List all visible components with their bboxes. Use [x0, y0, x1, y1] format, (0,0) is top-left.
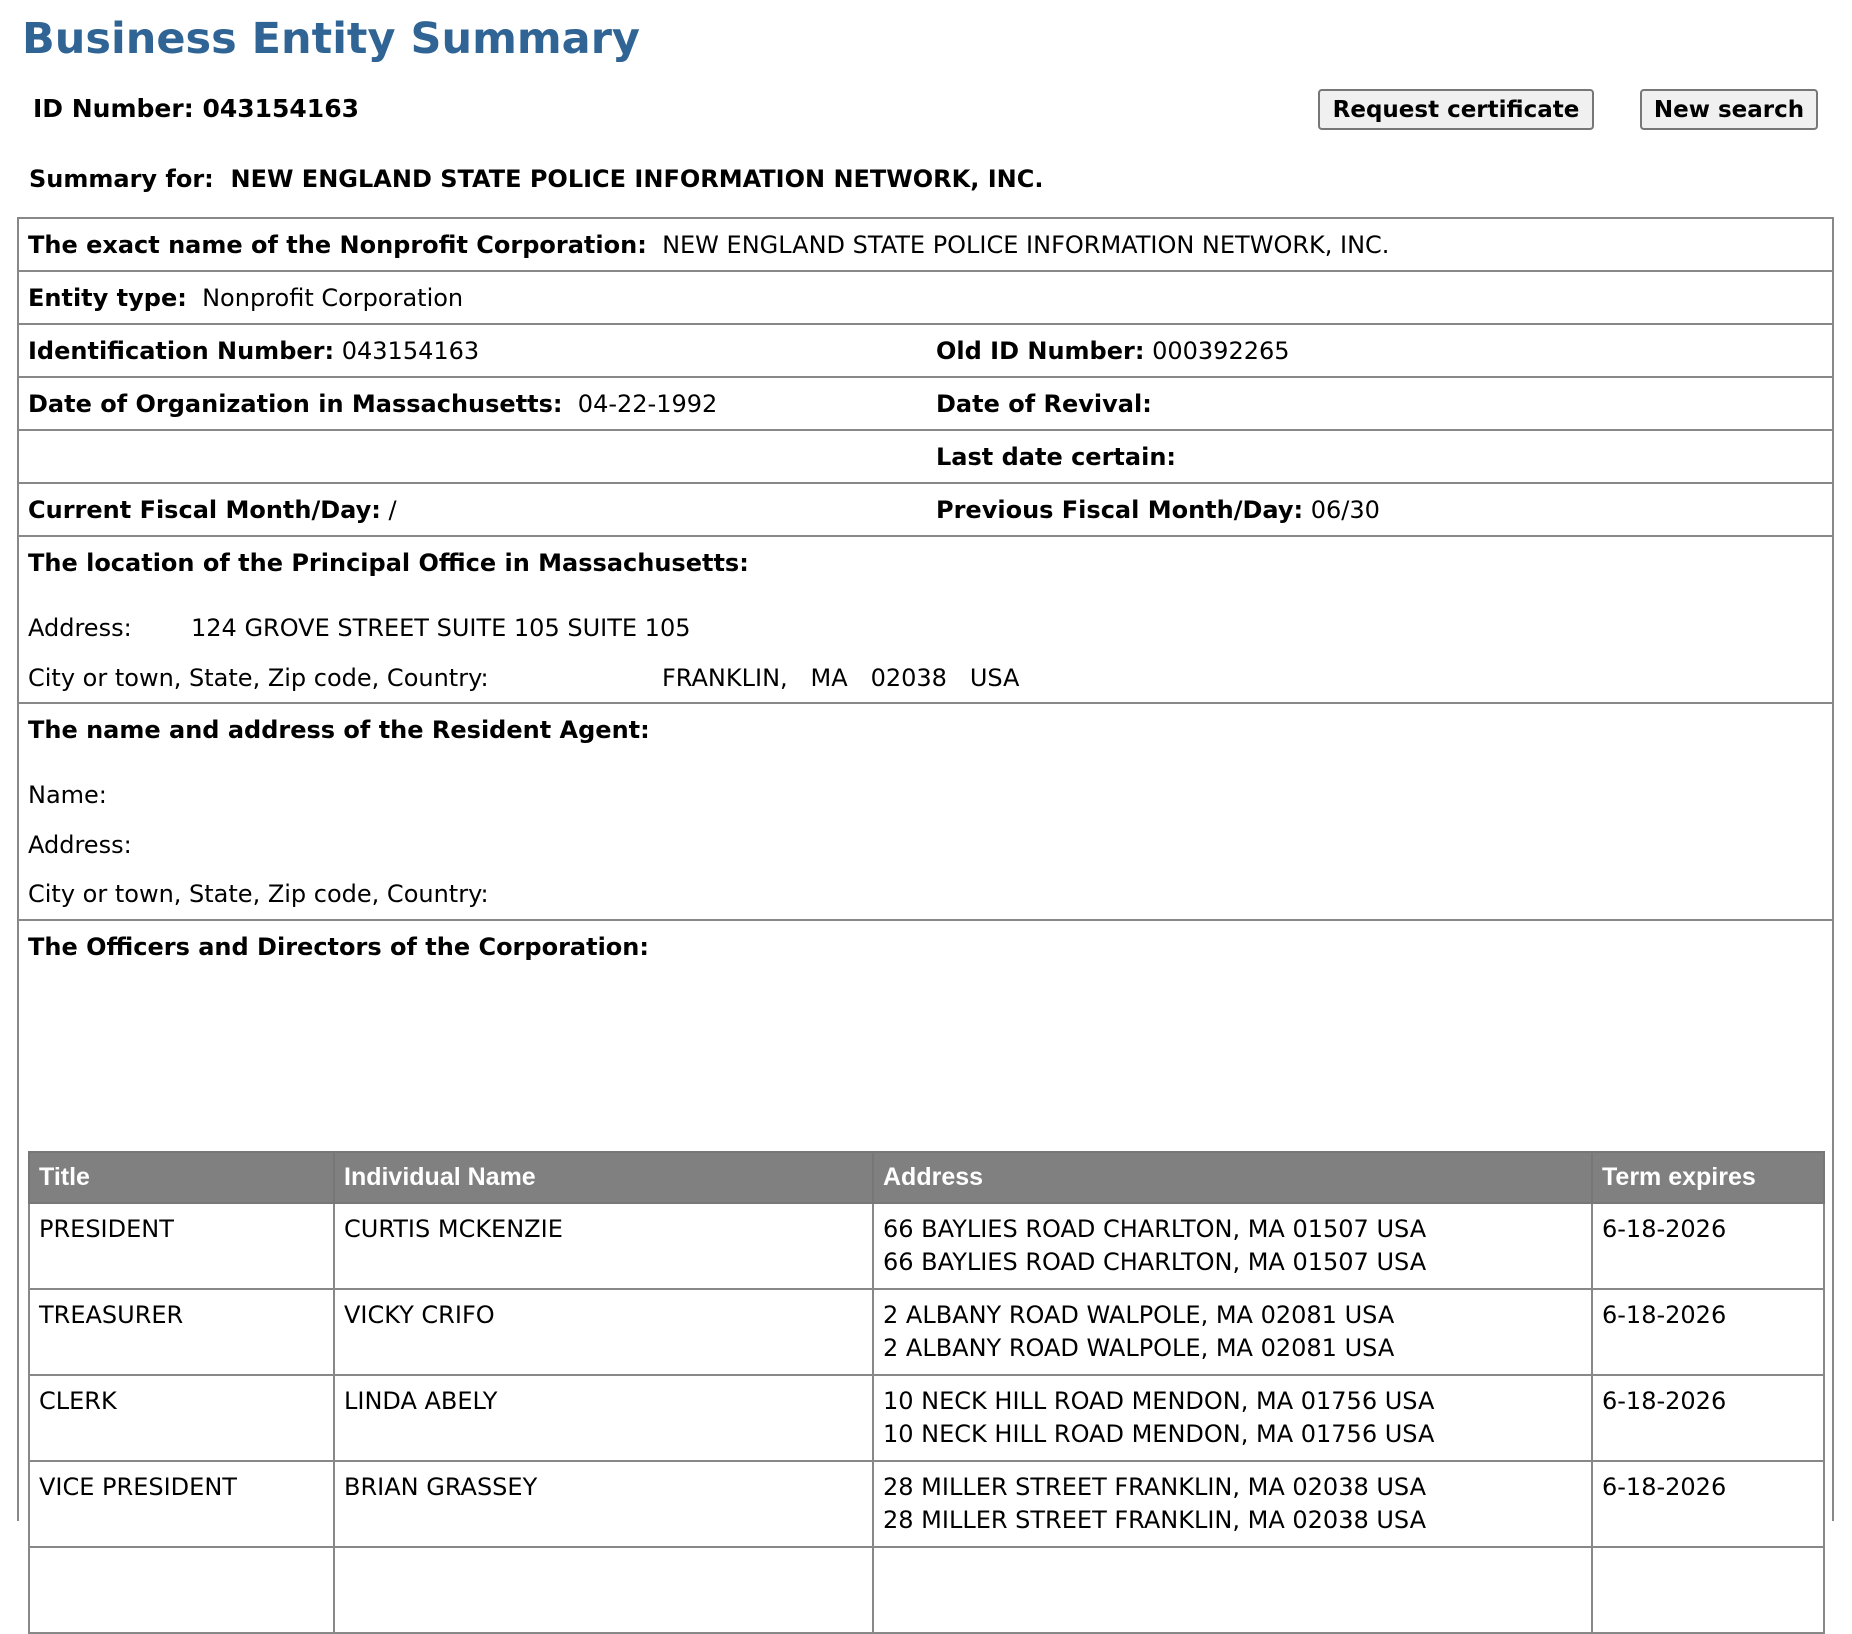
- new-search-button[interactable]: New search: [1640, 89, 1818, 130]
- officers-table: [28, 1151, 1825, 1634]
- agent-address-label: Address:: [28, 831, 132, 859]
- officers-header-row: [29, 1152, 1824, 1203]
- city-label: City or town, State, Zip code, Country:: [28, 664, 489, 692]
- entity-type-label: Entity type:: [28, 284, 187, 312]
- principal-office-row: [19, 537, 1832, 704]
- entity-details-table: [17, 217, 1834, 1534]
- entity-type-row: [19, 272, 1832, 325]
- principal-office-heading: The location of the Principal Office in Massachusetts:: [28, 549, 749, 577]
- column-header-address: Address: [873, 1152, 1592, 1203]
- table-row: [29, 1375, 1824, 1461]
- column-header-term: Term expires: [1592, 1152, 1824, 1203]
- term-expires: 6-18-2026: [1592, 1289, 1824, 1375]
- officer-name: CURTIS MCKENZIE: [334, 1203, 873, 1289]
- last-date-label: Last date certain:: [936, 443, 1176, 471]
- address-line: 2 ALBANY ROAD WALPOLE, MA 02081 USA: [883, 1301, 1395, 1329]
- officer-title: PRESIDENT: [29, 1203, 334, 1289]
- exact-name-label: The exact name of the Nonprofit Corporation:: [28, 231, 647, 259]
- resident-agent-row: [19, 704, 1832, 921]
- column-header-title: Title: [29, 1152, 334, 1203]
- officer-address: [873, 1289, 1592, 1375]
- address-line: 2 ALBANY ROAD WALPOLE, MA 02081 USA: [883, 1334, 1395, 1362]
- officer-title: VICE PRESIDENT: [29, 1461, 334, 1547]
- term-expires: [1592, 1547, 1824, 1633]
- table-row: [29, 1203, 1824, 1289]
- address-line: 28 MILLER STREET FRANKLIN, MA 02038 USA: [883, 1473, 1427, 1501]
- old-id-value: 000392265: [1152, 337, 1290, 365]
- fiscal-row: [19, 484, 1832, 537]
- table-row: [29, 1461, 1824, 1547]
- officer-title: CLERK: [29, 1375, 334, 1461]
- address-value: 124 GROVE STREET SUITE 105 SUITE 105: [191, 614, 691, 642]
- address-line: 10 NECK HILL ROAD MENDON, MA 01756 USA: [883, 1387, 1435, 1415]
- id-label: ID Number:: [33, 94, 194, 123]
- column-header-name: Individual Name: [334, 1152, 873, 1203]
- term-expires: 6-18-2026: [1592, 1461, 1824, 1547]
- old-id-label: Old ID Number:: [936, 337, 1145, 365]
- officers-row: [19, 921, 1832, 1534]
- previous-fiscal-value: 06/30: [1310, 496, 1380, 524]
- city: FRANKLIN,: [662, 664, 788, 692]
- exact-name-value: NEW ENGLAND STATE POLICE INFORMATION NETWORK, INC.: [662, 231, 1390, 259]
- revival-label: Date of Revival:: [936, 390, 1152, 418]
- request-certificate-button[interactable]: Request certificate: [1318, 89, 1594, 130]
- entity-type-value: Nonprofit Corporation: [202, 284, 464, 312]
- address-line: 66 BAYLIES ROAD CHARLTON, MA 01507 USA: [883, 1215, 1427, 1243]
- id-number: [33, 94, 359, 123]
- officer-address: [873, 1461, 1592, 1547]
- officers-heading: The Officers and Directors of the Corporation:: [28, 933, 649, 961]
- table-row: [29, 1289, 1824, 1375]
- agent-name-label: Name:: [28, 781, 107, 809]
- previous-fiscal-label: Previous Fiscal Month/Day:: [936, 496, 1304, 524]
- city-value: [662, 664, 1019, 692]
- officer-address: [873, 1203, 1592, 1289]
- officer-name: LINDA ABELY: [334, 1375, 873, 1461]
- id-value: 043154163: [202, 94, 359, 123]
- country: USA: [969, 664, 1020, 692]
- identification-value: 043154163: [341, 337, 480, 365]
- identification-label: Identification Number:: [28, 337, 335, 365]
- last-date-row: [19, 431, 1832, 484]
- id-row: [19, 325, 1832, 378]
- officer-address: [873, 1547, 1592, 1633]
- zip: 02038: [870, 664, 947, 692]
- summary-name: NEW ENGLAND STATE POLICE INFORMATION NETWORK, INC.: [230, 165, 1044, 193]
- officer-name: VICKY CRIFO: [334, 1289, 873, 1375]
- address-line: 66 BAYLIES ROAD CHARLTON, MA 01507 USA: [883, 1248, 1427, 1276]
- state: MA: [810, 664, 848, 692]
- officer-title: TREASURER: [29, 1289, 334, 1375]
- page-title: Business Entity Summary: [22, 14, 640, 64]
- term-expires: 6-18-2026: [1592, 1375, 1824, 1461]
- dates-row: [19, 378, 1832, 431]
- org-date-value: 04-22-1992: [577, 390, 718, 418]
- summary-label: Summary for:: [29, 165, 214, 193]
- table-row: [29, 1547, 1824, 1633]
- officer-name: [334, 1547, 873, 1633]
- officer-title: [29, 1547, 334, 1633]
- org-date-label: Date of Organization in Massachusetts:: [28, 390, 563, 418]
- address-line: 28 MILLER STREET FRANKLIN, MA 02038 USA: [883, 1506, 1427, 1534]
- current-fiscal-label: Current Fiscal Month/Day:: [28, 496, 381, 524]
- resident-agent-heading: The name and address of the Resident Agent:: [28, 716, 650, 744]
- address-line: 10 NECK HILL ROAD MENDON, MA 01756 USA: [883, 1420, 1435, 1448]
- term-expires: 6-18-2026: [1592, 1203, 1824, 1289]
- officer-name: BRIAN GRASSEY: [334, 1461, 873, 1547]
- exact-name-row: [19, 219, 1832, 272]
- address-label: Address:: [28, 614, 132, 642]
- current-fiscal-value: /: [388, 496, 397, 524]
- summary-for: [29, 165, 1043, 193]
- agent-city-label: City or town, State, Zip code, Country:: [28, 880, 489, 908]
- officer-address: [873, 1375, 1592, 1461]
